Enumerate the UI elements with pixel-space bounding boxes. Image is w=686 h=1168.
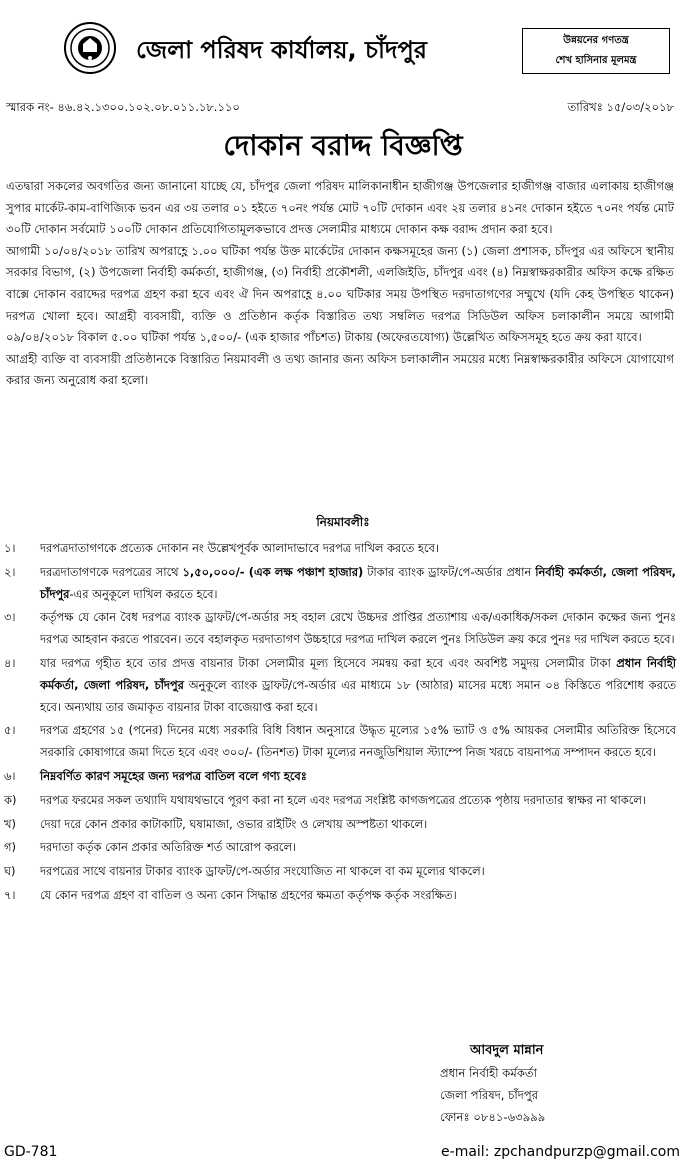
- signature-block: [440, 1040, 545, 1128]
- footer-email: e-mail: zpchandpurzp@gmail.com: [441, 1144, 680, 1160]
- rule-text: দরদাতা কর্তৃক কোন প্রকার অতিরিক্ত শর্ত আরোপ করলে।: [40, 840, 297, 855]
- motto-line-1: উন্নয়নের গণতন্ত্র: [563, 35, 629, 46]
- body-paragraph-2: আগামী ১০/০৪/২০১৮ তারিখ অপরাহ্ণে ১.০০ ঘটিকা পর্যন্ত উক্ত মার্কেটের দোকান কক্ষসমূহের জন্য (১) জেলা প্রশাসক, চাঁদপুর এর অফিসে স্থানীয় সরকার বিভাগ, (২) উপজেলা নির্বাহী কর্মকর্তা, হাজীগঞ্জ, (৩) নির্বাহী প্রকৌশলী, এলজিইডি, চাঁদপুর এবং (৪) নিম্নস্বাক্ষরকারীর অফিস কক্ষে রক্ষিত বাক্সে দোকান বরাদ্দের দরপত্র গ্রহণ করা হবে এবং ঐ দিন অপরাহ্ণে ৪.০০ ঘটিকার সময় উপস্থিত দরদাতাগণের সম্মুখে (যদি কেহ উপস্থিত থাকেন) দরপত্র খোলা হবে। আগ্রহী ব্যবসায়ী, ব্যক্তি ও প্রতিষ্ঠান কর্তৃক বিস্তারিত তথ্য সম্বলিত দরপত্র সিডিউল অফিস চলাকালীন সময়ে আগামী ০৯/০৪/২০১৮ বিকাল ৫.০০ ঘটিকা পর্যন্ত ১,৫০০/- (এক হাজার পাঁচশত) টাকায় (অফেরতযোগ্য) উল্লেখিত অফিসসমূহ হতে ক্রয় করা যাবে।: [6, 243, 674, 345]
- rule-number: ৬।: [4, 768, 16, 783]
- notice-body: [6, 176, 674, 392]
- rule-text: কর্তৃপক্ষ যে কোন বৈধ দরপত্র ব্যাংক ড্রাফট/পে-অর্ডার সহ বহাল রেখে উচ্চদর প্রাপ্তির প্রত্যাশায় এক/একাধিক/সকল দোকান কক্ষের জন্য পুনঃ দরপত্র আহবান করতে পারবেন। তবে বহালকৃত দরদাতাগণ উচ্চহারে দরপত্র দাখিল করলে পুনঃ সিডিউল ক্রয় করে পুনঃ দর দাখিল করতে হবে।: [40, 610, 676, 647]
- footer-code: GD-781: [4, 1144, 58, 1160]
- signatory-designation: প্রধান নির্বাহী কর্মকর্তা: [440, 1066, 537, 1080]
- rule-text: অনুকূলে ব্যাংক ড্রাফট/পে-অর্ডার এর মাধ্যমে ১৮ (আঠার) মাসের মধ্যে সমান ০৪ কিস্তিতে পরিশোধ করতে হবে। অন্যথায় তার জমাকৃত বায়নার টাকা বাজেয়াপ্ত করা হবে।: [40, 677, 676, 714]
- rule-text: -এর অনুকূলে দাখিল করতে হবে।: [69, 586, 218, 601]
- rules-heading: নিয়মাবলীঃ: [316, 515, 370, 529]
- letterhead: [64, 22, 684, 78]
- rule-3: [4, 607, 676, 651]
- deposit-amount: ১,৫০,০০০/- (এক লক্ষ পঞ্চাশ হাজার): [182, 564, 364, 579]
- signatory-office: জেলা পরিষদ, চাঁদপুর: [440, 1088, 539, 1102]
- rule-4: [4, 653, 676, 718]
- payee-name: প্রধান নির্বাহী কর্মকর্তা, জেলা পরিষদ, চাঁদপুর: [40, 655, 676, 692]
- rule-number: ৩।: [4, 610, 16, 625]
- rule-number: গ): [4, 840, 16, 855]
- memo-number: স্মারক নং- ৪৬.৪২.১৩০০.১০২.০৮.০১১.১৮.১১০: [6, 100, 240, 114]
- rule-text: যে কোন দরপত্র গ্রহণ বা বাতিল ও অন্য কোন সিদ্ধান্ত গ্রহণের ক্ষমতা কর্তৃপক্ষ কর্তৃক সংরক্ষিত।: [40, 887, 457, 902]
- rule-text: টাকার ব্যাংক ড্রাফট/পে-অর্ডার প্রধান: [363, 564, 536, 579]
- signatory-phone: ফোনঃ ০৮৪১-৬৩৯৯৯: [440, 1110, 546, 1124]
- signatory-name: আবদুল মান্নান: [470, 1043, 544, 1058]
- body-paragraph-3: আগ্রহী ব্যক্তি বা ব্যবসায়ী প্রতিষ্ঠানকে বিস্তারিত নিয়মাবলী ও তথ্য জানার জন্য অফিস চলাকালীন সময়ের মধ্যে নিম্নস্বাক্ষরকারীর অফিসে যোগাযোগ করার জন্য অনুরোধ করা হলো।: [6, 351, 674, 388]
- notice-date: তারিখঃ ১৫/০৩/২০১৮: [567, 100, 674, 114]
- rule-6-ka: [4, 790, 676, 812]
- rule-number: খ): [4, 816, 16, 831]
- rule-7: [4, 885, 676, 907]
- rule-6-kha: [4, 814, 676, 836]
- rule-number: ক): [4, 792, 17, 807]
- rule-number: ৭।: [4, 887, 16, 902]
- rule-text: দরপত্র গ্রহণের ১৫ (পনের) দিনের মধ্যে সরকারি বিধি বিধান অনুসারে উদ্ধৃত মূল্যের ১৫% ভ্যাট ও ৫% আয়কর সেলামীর অতিরিক্ত হিসেবে সরকারি কোষাগারে জমা দিতে হবে এবং ৩০০/- (তিনশত) টাকা মূল্যের ননজুডিশিয়াল স্ট্যাম্পে নিজ খরচে বায়নাপত্র সম্পাদন করতে হবে।: [40, 723, 676, 760]
- rule-text: নিম্নবর্ণিত কারণ সমূহের জন্য দরপত্র বাতিল বলে গণ্য হবেঃ: [40, 768, 307, 783]
- rule-number: ২।: [4, 564, 16, 579]
- office-title: জেলা পরিষদ কার্যালয়, চাঁদপুর: [136, 36, 428, 64]
- motto-box: [522, 28, 670, 74]
- rule-6-ga: [4, 837, 676, 859]
- rule-text: দরপত্র ফরমের সকল তথ্যাদি যথাযথভাবে পূরণ করা না হলে এবং দরপত্র সংশ্লিষ্ট কাগজপত্রের প্রত্যেক পৃষ্ঠায় দরদাতার স্বাক্ষর না থাকলে।: [40, 792, 646, 807]
- rule-2: [4, 562, 676, 606]
- rule-text: দরপত্রদাতাগণকে প্রত্যেক দোকান নং উল্লেখপূর্বক আলাদাভাবে দরপত্র দাখিল করতে হবে।: [40, 541, 439, 555]
- rule-1: [4, 538, 676, 560]
- seal-icon: [64, 22, 116, 74]
- rule-number: ঘ): [4, 864, 16, 879]
- body-paragraph-1: এতদ্বারা সকলের অবগতির জন্য জানানো যাচ্ছে যে, চাঁদপুর জেলা পরিষদ মালিকানাধীন হাজীগঞ্জ উপজেলার হাজীগঞ্জ বাজার এলাকায় হাজীগঞ্জ সুপার মার্কেট-কাম-বাণিজ্যিক ভবন এর ৩য় তলার ০১ হইতে ৭০নং পর্যন্ত মোট ৭০টি দোকান এবং ২য় তলার ৪১নং দোকান হইতে ৭০নং পর্যন্ত মোট ৩০টি দোকান সর্বমোট ১০০টি দোকান প্রতিযোগিতামূলকভাবে প্রদত্ত সেলামীর মাধ্যমে দোকান কক্ষ বরাদ্দ প্রদান করা হবে।: [6, 179, 675, 237]
- payee-name: নির্বাহী কর্মকর্তা, জেলা পরিষদ, চাঁদপুর: [40, 564, 677, 601]
- rule-number: ৪।: [4, 655, 16, 670]
- rule-text: যার দরপত্র গৃহীত হবে তার প্রদত্ত বায়নার টাকা সেলামীর মূল্য হিসেবে সমন্বয় করা হবে এবং অবশিষ্ট সমুদয় সেলামীর টাকা: [40, 655, 617, 670]
- rule-number: ৫।: [4, 723, 16, 738]
- motto-line-2: শেখ হাসিনার মূলমন্ত্র: [555, 55, 637, 66]
- rule-text: দরত্রদাতাগণকে দরপত্রের সাথে: [40, 564, 183, 579]
- rule-6: [4, 766, 676, 788]
- rule-5: [4, 720, 676, 764]
- rule-text: দরপত্রের সাথে বায়নার টাকার ব্যাংক ড্রাফট/পে-অর্ডার সংযোজিত না থাকলে বা কম মূল্যের থাকলে।: [40, 864, 485, 879]
- rule-number: ১।: [4, 541, 16, 555]
- rules-list: [4, 538, 676, 909]
- rule-text: দেয়া দরে কোন প্রকার কাটাকাটি, ঘষামাজা, ওভার রাইটিং ও লেখায় অস্পষ্টতা থাকলে।: [40, 816, 428, 831]
- rule-6-gha: [4, 861, 676, 883]
- page-title: দোকান বরাদ্দ বিজ্ঞপ্তি: [223, 129, 463, 162]
